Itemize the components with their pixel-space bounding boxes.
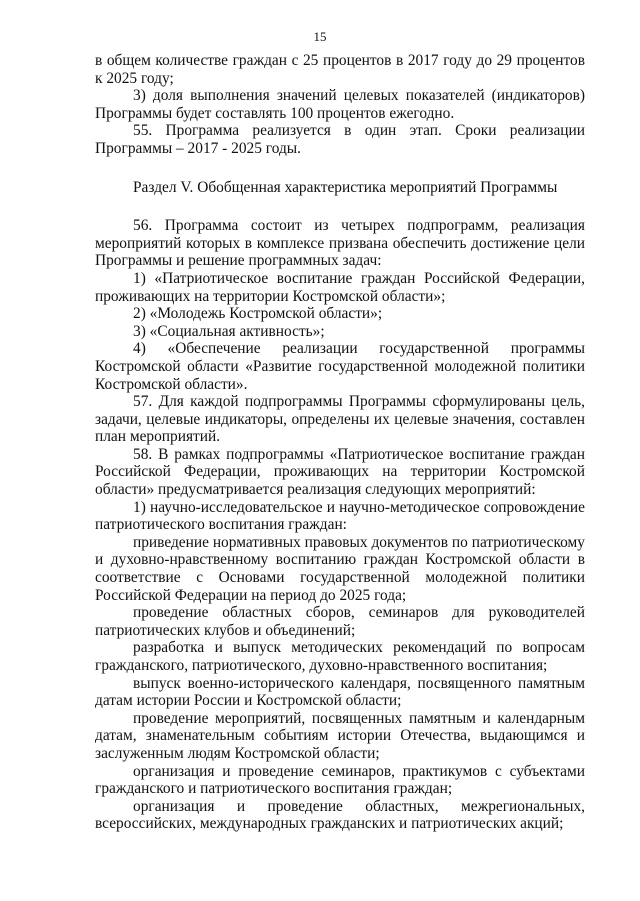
- section-heading: Раздел V. Обобщенная характеристика мероприятий Программы: [133, 178, 558, 196]
- subprogram-item-2: 2) «Молодежь Костромской области»;: [133, 305, 383, 323]
- paragraph-56: 56. Программа состоит из четырех подпрограмм, реализация мероприятий которых в комплексе призвана обеспечить достижение цели Программы и решение программных задач:: [95, 217, 585, 270]
- subprogram-item-3: 3) «Социальная активность»;: [133, 322, 325, 340]
- paragraph-58: 58. В рамках подпрограммы «Патриотическое воспитание граждан Российской Федерации, проживающих на территории Костромской области» предусматривается реализация следующих мероприятий:: [95, 445, 585, 499]
- paragraph-item-3: 3) доля выполнения значений целевых показателей (индикаторов) Программы будет составлять 100 процентов ежегодно.: [95, 87, 585, 122]
- measure-subitem: проведение областных сборов, семинаров для руководителей патриотических клубов и объединений;: [95, 604, 585, 639]
- paragraph-continuation: в общем количестве граждан с 25 процентов в 2017 году до 29 процентов к 2025 году;: [95, 52, 585, 87]
- measure-item-1: 1) научно-исследовательское и научно-методическое сопровождение патриотического воспитания граждан:: [95, 498, 585, 534]
- measure-subitem: приведение нормативных правовых документов по патриотическому и духовно-нравственному воспитанию граждан Костромской области в соответствие с Основами государственной молодежной политики Российской Федерации на период до 2025 года;: [95, 533, 585, 604]
- paragraph-57: 57. Для каждой подпрограммы Программы сформулированы цель, задачи, целевые индикаторы, определены их целевые значения, составлен план мероприятий.: [95, 393, 585, 446]
- measure-subitem: организация и проведение семинаров, практикумов с субъектами гражданского и патриотического воспитания граждан;: [95, 762, 585, 798]
- measure-subitem: выпуск военно-исторического календаря, посвященного памятным датам истории России и Костромской области;: [95, 674, 585, 710]
- measure-subitem: организация и проведение областных, межрегиональных, всероссийских, международных гражданских и патриотических акций;: [95, 797, 585, 833]
- page-number: 15: [313, 29, 327, 44]
- subprogram-item-1: 1) «Патриотическое воспитание граждан Российской Федерации, проживающих на территории Костромской области»;: [95, 269, 585, 305]
- measure-subitem: проведение мероприятий, посвященных памятным и календарным датам, знаменательным событиям истории Отечества, выдающимся и заслуженным людям Костромской области;: [95, 709, 585, 762]
- paragraph-55: 55. Программа реализуется в один этап. Сроки реализации Программы – 2017 - 2025 годы.: [95, 122, 585, 157]
- measure-subitem: разработка и выпуск методических рекомендаций по вопросам гражданского, патриотического, духовно-нравственного воспитания;: [95, 639, 585, 674]
- subprogram-item-4: 4) «Обеспечение реализации государственной программы Костромской области «Развитие государственной молодежной политики Костромской области».: [95, 340, 585, 393]
- document-body: [95, 52, 585, 833]
